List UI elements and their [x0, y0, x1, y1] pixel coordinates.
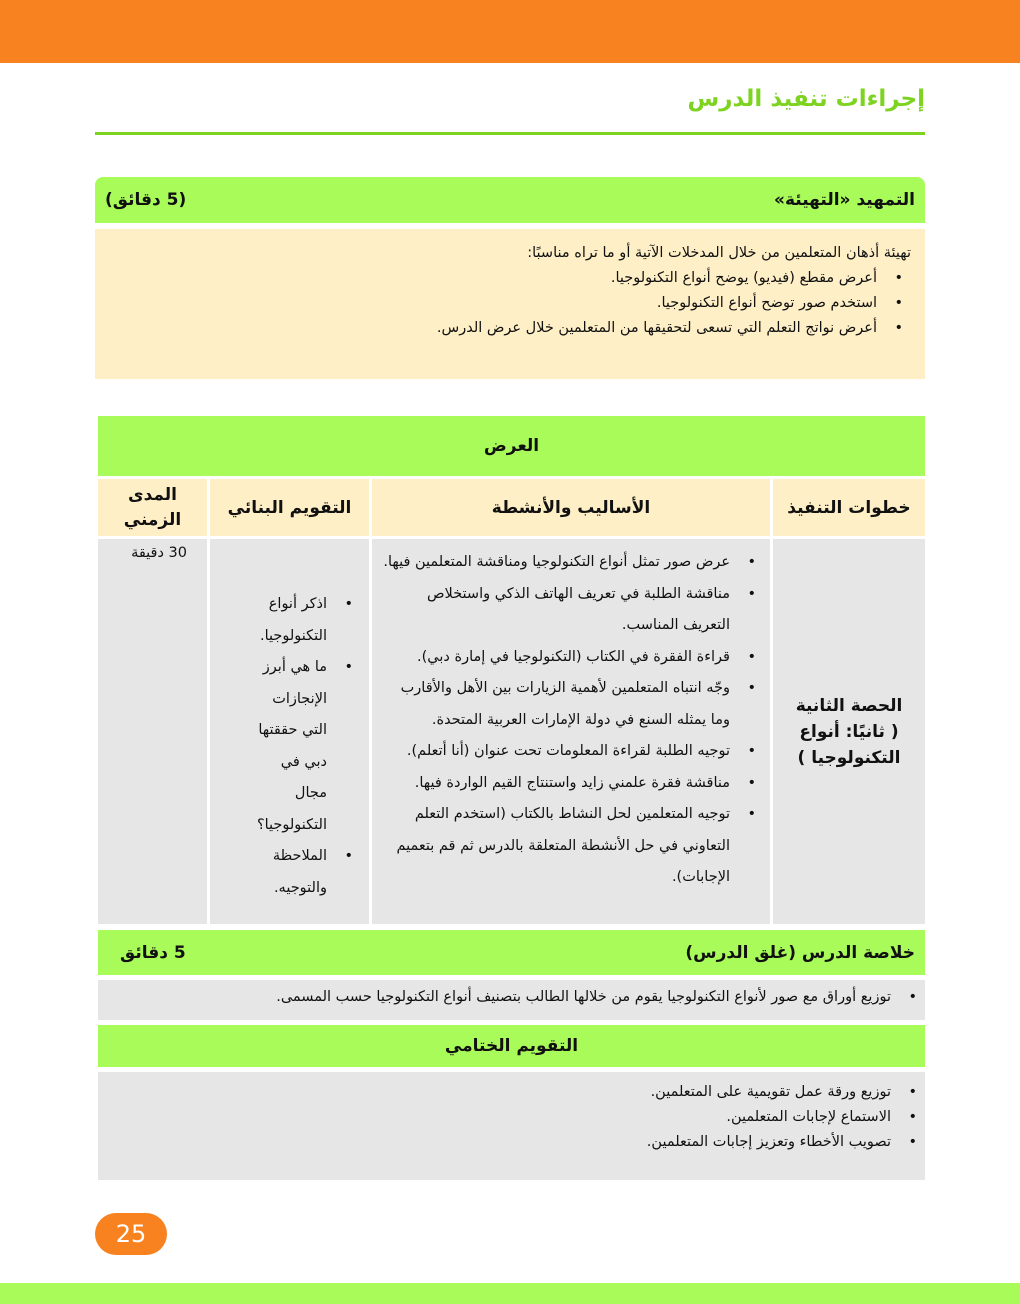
activity-item: • مناقشة الطلبة في تعريف الهاتف الذكي واستخلاص التعريف المناسب. — [378, 579, 764, 642]
col-duration: المدى الزمني — [98, 479, 207, 536]
final-title: التقويم الختامي — [444, 1036, 579, 1056]
top-banner — [0, 0, 1020, 63]
evaluation-cell — [210, 539, 369, 924]
step-cell: الحصة الثانية ( ثانيًا: أنواع التكنولوجيا ) — [773, 539, 925, 924]
final-item: • تصويب الأخطاء وتعزيز إجابات المتعلمين. — [98, 1134, 925, 1150]
summary-header — [98, 930, 925, 975]
final-content — [98, 1072, 925, 1180]
final-item: • الاستماع لإجابات المتعلمين. — [98, 1109, 925, 1125]
intro-lead: تهيئة أذهان المتعلمين من خلال المدخلات الآتية أو ما تراه مناسبًا: — [527, 245, 911, 261]
activity-item: • مناقشة فقرة علمني زايد واستنتاج القيم الواردة فيها. — [378, 768, 764, 800]
intro-title: التمهيد «التهيئة» — [774, 190, 915, 210]
intro-item: • أعرض نواتج التعلم التي تسعى لتحقيقها من المتعلمين خلال عرض الدرس. — [109, 320, 911, 336]
intro-item: • أعرض مقطع (فيديو) يوضح أنواع التكنولوجيا. — [109, 270, 911, 286]
summary-item: • توزيع أوراق مع صور لأنواع التكنولوجيا يقوم من خلالها الطالب بتصنيف أنواع التكنولوجيا حسب المسمى. — [98, 989, 925, 1005]
page-number: 25 — [95, 1213, 167, 1255]
intro-content — [95, 229, 925, 379]
activity-item: • عرض صور تمثل أنواع التكنولوجيا ومناقشة المتعلمين فيها. — [378, 547, 764, 579]
col-activities: الأساليب والأنشطة — [372, 479, 770, 536]
evaluation-item: • ما هي أبرز الإنجازات التي حققتها دبي في مجال التكنولوجيا؟ — [250, 652, 361, 841]
intro-item: • استخدم صور توضح أنواع التكنولوجيا. — [109, 295, 911, 311]
summary-duration: 5 دقائق — [120, 942, 186, 963]
activities-cell — [372, 539, 770, 924]
activity-item: • توجيه المتعلمين لحل النشاط بالكتاب (استخدم التعلم التعاوني في حل الأنشطة المتعلقة بالدرس ثم قم بتعميم الإجابات). — [378, 799, 764, 894]
presentation-table — [95, 413, 928, 927]
intro-duration: (5 دقائق) — [105, 190, 187, 210]
presentation-title: العرض — [98, 416, 925, 476]
title-underline — [95, 132, 925, 135]
col-evaluation: التقويم البنائي — [210, 479, 369, 536]
summary-title: خلاصة الدرس (غلق الدرس) — [685, 942, 915, 963]
final-item: • توزيع ورقة عمل تقويمية على المتعلمين. — [98, 1084, 925, 1100]
page-title: إجراءات تنفيذ الدرس — [687, 86, 925, 112]
evaluation-item: • اذكر أنواع التكنولوجيا. — [250, 589, 361, 652]
final-header — [98, 1025, 925, 1067]
duration-cell: 30 دقيقة — [98, 539, 207, 924]
activity-item: • وجّه انتباه المتعلمين لأهمية الزيارات بين الأهل والأقارب وما يمثله السنع في دولة الإمارات العربية المتحدة. — [378, 673, 764, 736]
activity-item: • توجيه الطلبة لقراءة المعلومات تحت عنوان (أنا أتعلم). — [378, 736, 764, 768]
intro-header — [95, 177, 925, 223]
bottom-banner — [0, 1283, 1020, 1304]
col-steps: خطوات التنفيذ — [773, 479, 925, 536]
summary-content — [98, 980, 925, 1020]
evaluation-item: • الملاحظة والتوجيه. — [250, 841, 361, 904]
activity-item: • قراءة الفقرة في الكتاب (التكنولوجيا في إمارة دبي). — [378, 642, 764, 674]
